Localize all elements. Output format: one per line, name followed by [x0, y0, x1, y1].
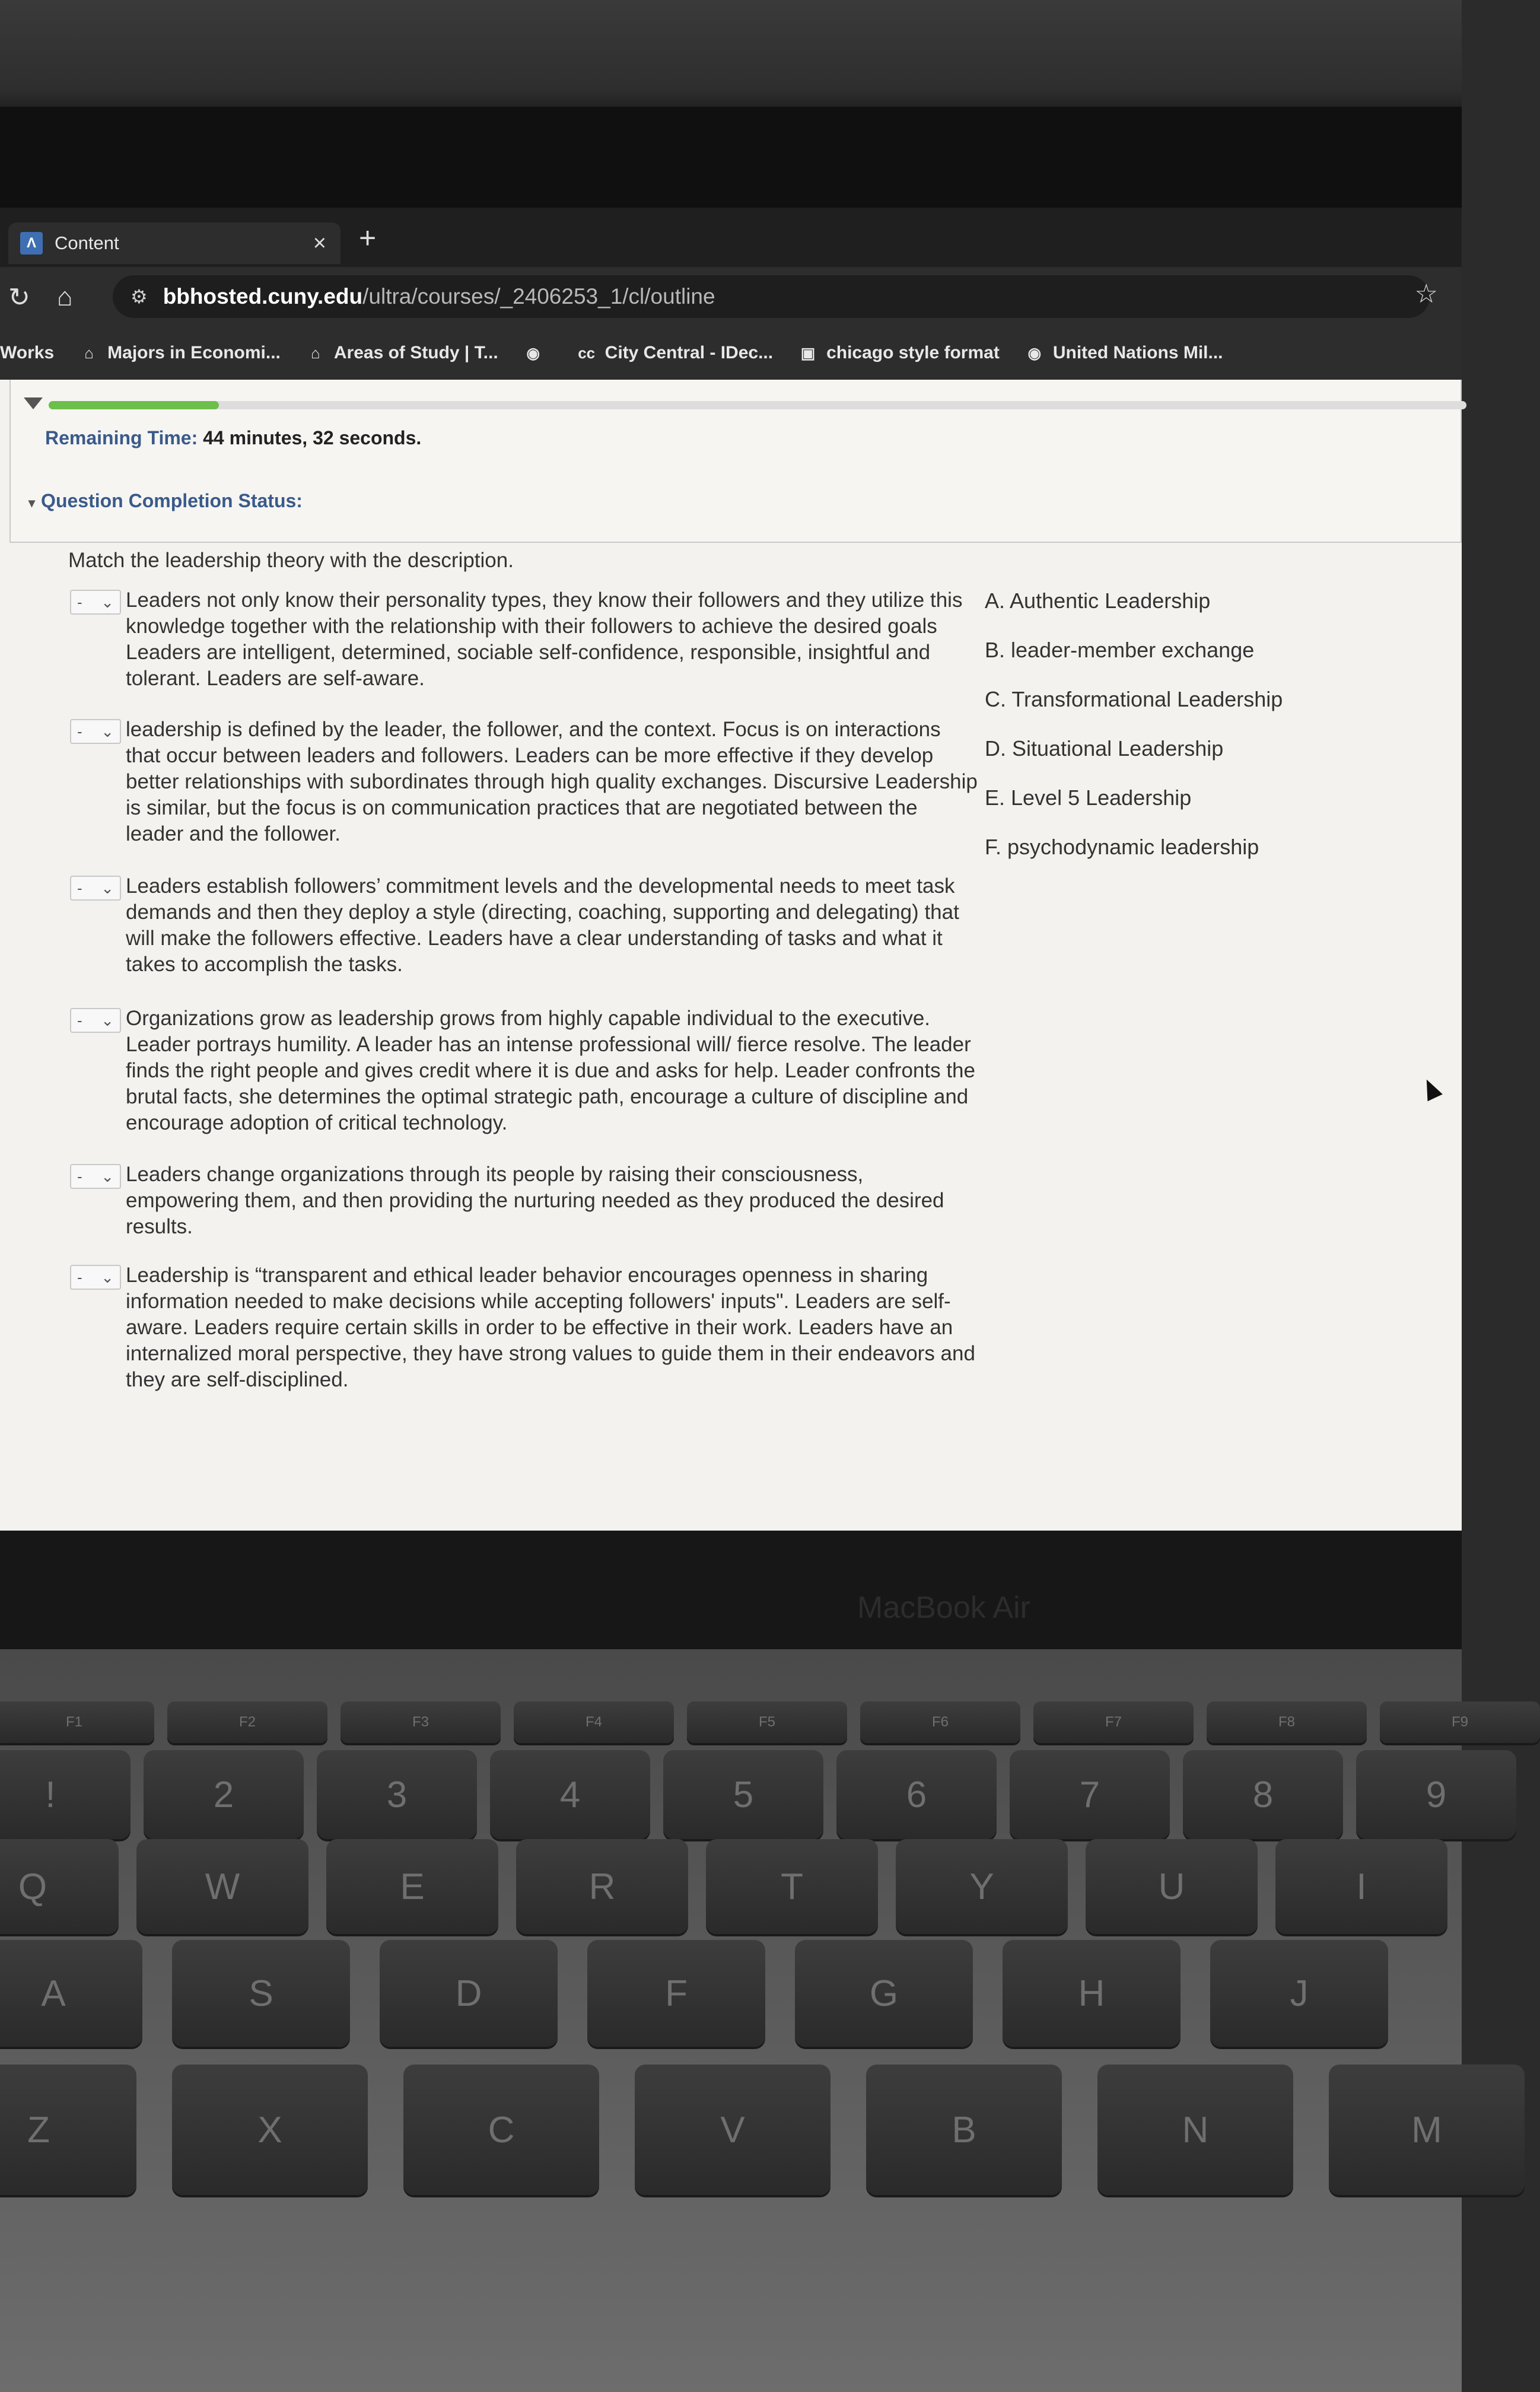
question-completion-label: Question Completion Status: — [41, 490, 303, 511]
blackboard-favicon-icon: Λ — [20, 232, 43, 255]
keyboard-key: Z — [0, 2065, 136, 2195]
prompt-text: Organizations grow as leadership grows from highly capable individual to the executive. Leader portrays humility. A leader has an intense professional will/ fierce resolve. The leader finds the right people and gives credit where it is due and asks for help. Leader confronts the brutal facts, she determines the optimal strategic path, encourage a culture of discipline and encourage adoption of critical technology. — [126, 1007, 975, 1134]
reload-icon[interactable]: ↻ — [8, 283, 30, 312]
keyboard-key: W — [136, 1839, 308, 1934]
keyboard-key: R — [516, 1839, 688, 1934]
question-completion-status[interactable] — [28, 490, 303, 512]
cc-icon: cc — [578, 343, 596, 362]
bookmarks-bar — [0, 326, 1462, 380]
bookmark-label: City Central - IDec... — [604, 343, 774, 362]
answer-select-dropdown[interactable] — [70, 719, 121, 744]
bookmark-star-icon[interactable]: ☆ — [1414, 279, 1438, 308]
selected-value: - — [77, 1011, 82, 1029]
home-icon: ⌂ — [84, 343, 94, 362]
matching-prompt-row — [70, 1006, 978, 1136]
answer-select-dropdown[interactable] — [70, 1164, 121, 1189]
tab-title: Content — [55, 233, 119, 253]
keyboard-key: 7 — [1010, 1750, 1170, 1839]
matching-prompt-row — [70, 1162, 978, 1240]
bookmark-item[interactable] — [577, 343, 773, 363]
selected-value: - — [77, 722, 82, 740]
keyboard-key: V — [635, 2065, 831, 2195]
keyboard-key: N — [1097, 2065, 1293, 2195]
site-settings-icon[interactable]: ⚙ — [131, 286, 148, 307]
keyboard-key: F2 — [167, 1701, 327, 1743]
matching-prompt-row — [70, 873, 978, 978]
matching-prompt-row — [70, 587, 978, 692]
browser-toolbar — [0, 267, 1462, 326]
bookmark-item[interactable] — [523, 343, 552, 363]
keyboard-key: B — [866, 2065, 1062, 2195]
browser-chrome — [0, 208, 1462, 380]
keyboard-key: F5 — [687, 1701, 847, 1743]
keyboard-key: F7 — [1033, 1701, 1194, 1743]
answer-select-dropdown[interactable] — [70, 590, 121, 615]
collapse-triangle-icon[interactable] — [24, 397, 43, 409]
chevron-down-icon: ⌄ — [101, 879, 114, 897]
keyboard-key: 4 — [490, 1750, 650, 1839]
keyboard-key: A — [0, 1940, 142, 2047]
prompt-text: Leaders not only know their personality types, they know their followers and they utilize this knowledge together with the relationship with their followers to achieve the desired goals Leaders are intelligent, determined, sociable self-confidence, responsible, insightful and tolerant. Leaders are self-aware. — [126, 589, 963, 690]
image-icon: ▣ — [800, 343, 816, 362]
time-progress-bar — [49, 401, 1466, 409]
home-icon[interactable]: ⌂ — [57, 282, 73, 311]
globe-icon: ◉ — [526, 343, 540, 362]
keyboard-key: 6 — [836, 1750, 997, 1839]
keyboard-key: 9 — [1356, 1750, 1516, 1839]
keyboard-key: Q — [0, 1839, 119, 1934]
keyboard-key: F3 — [341, 1701, 501, 1743]
bookmark-item[interactable] — [798, 343, 1000, 363]
prompt-text: Leaders establish followers’ commitment levels and the developmental needs to meet task demands and then they deploy a style (directing, coaching, supporting and delegating) that will make the followers effective. Leaders have a clear understanding of tasks and what it takes to accomplish the tasks. — [126, 874, 959, 976]
prompt-text: Leaders change organizations through its people by raising their consciousness, empowering them, and then providing the nurturing needed as they produced the desired results. — [126, 1163, 944, 1238]
keyboard-key: F1 — [0, 1701, 154, 1743]
chevron-down-icon: ⌄ — [101, 1011, 114, 1029]
keyboard-key: F9 — [1380, 1701, 1540, 1743]
keyboard-key: 3 — [317, 1750, 477, 1839]
bookmark-item[interactable] — [79, 343, 281, 363]
selected-value: - — [77, 1268, 82, 1286]
remaining-time-label: Remaining Time: — [45, 427, 198, 448]
keyboard-key: 5 — [663, 1750, 823, 1839]
selected-value: - — [77, 593, 82, 611]
selected-value: - — [77, 879, 82, 897]
keyboard-key: E — [326, 1839, 498, 1934]
answer-option: E. Level 5 Leadership — [985, 785, 1192, 810]
keyboard-key: X — [172, 2065, 368, 2195]
home-icon: ⌂ — [311, 343, 320, 362]
browser-tab[interactable] — [8, 222, 341, 264]
new-tab-button[interactable]: + — [359, 221, 377, 255]
bookmark-label: United Nations Mil... — [1052, 343, 1223, 362]
bookmark-item[interactable] — [1024, 343, 1223, 363]
chevron-down-icon: ⌄ — [101, 1167, 114, 1185]
bookmark-label: Majors in Economi... — [107, 343, 281, 362]
address-bar[interactable] — [113, 275, 1430, 318]
answer-option: C. Transformational Leadership — [985, 687, 1283, 711]
chevron-down-icon: ⌄ — [101, 593, 114, 611]
keyboard-key: C — [403, 2065, 599, 2195]
remaining-time — [45, 427, 421, 449]
selected-value: - — [77, 1167, 82, 1185]
matching-prompt-row — [70, 717, 978, 847]
bookmark-label: chicago style format — [826, 343, 1000, 362]
keyboard-key: Y — [896, 1839, 1068, 1934]
keyboard-key: H — [1003, 1940, 1181, 2047]
prompt-text: Leadership is “transparent and ethical leader behavior encourages openness in sharing information needed to make decisions while accepting followers' inputs". Leaders are self-aware. Leaders require certain skills in order to be effective in their work. Leaders have an internalized moral perspective, they have strong values to guide them in their endeavors and they are self-disciplined. — [126, 1264, 975, 1391]
url-host: bbhosted.cuny.edu — [163, 284, 363, 308]
laptop-keyboard-deck — [0, 1649, 1468, 2392]
test-status-panel — [9, 380, 1462, 543]
test-page — [0, 380, 1462, 1531]
keyboard-key: T — [706, 1839, 878, 1934]
answer-select-dropdown[interactable] — [70, 1265, 121, 1290]
screen-bezel-bottom — [0, 1531, 1462, 1649]
bookmark-label: Areas of Study | T... — [333, 343, 498, 362]
bookmark-item[interactable] — [306, 343, 498, 363]
answer-select-dropdown[interactable] — [70, 1008, 121, 1033]
keyboard-key: U — [1086, 1839, 1258, 1934]
bookmark-item[interactable] — [0, 343, 54, 363]
keyboard-key: G — [795, 1940, 973, 2047]
keyboard-key: S — [172, 1940, 350, 2047]
answer-option: B. leader-member exchange — [985, 638, 1255, 662]
keyboard-key: F4 — [514, 1701, 674, 1743]
time-progress-fill — [49, 401, 219, 409]
answer-option: D. Situational Leadership — [985, 736, 1224, 761]
keyboard-key: F6 — [860, 1701, 1020, 1743]
keyboard-key: ! — [0, 1750, 131, 1839]
question-instruction: Match the leadership theory with the description. — [68, 549, 514, 572]
remaining-time-value: 44 minutes, 32 seconds. — [203, 427, 422, 448]
chevron-down-icon: ▾ — [28, 495, 36, 510]
keyboard-key: I — [1275, 1839, 1447, 1934]
chevron-down-icon: ⌄ — [101, 722, 114, 740]
close-tab-icon[interactable]: × — [313, 231, 326, 256]
keyboard-key: F — [587, 1940, 765, 2047]
url-path: /ultra/courses/_2406253_1/cl/outline — [362, 284, 715, 308]
keyboard-key: M — [1329, 2065, 1525, 2195]
screen-bezel-top — [0, 107, 1462, 208]
keyboard-key: 2 — [144, 1750, 304, 1839]
keyboard-key: 8 — [1183, 1750, 1343, 1839]
keyboard-key: F8 — [1207, 1701, 1367, 1743]
bookmark-label: Works — [0, 343, 55, 362]
keyboard-key: D — [380, 1940, 558, 2047]
laptop-brand-label: MacBook Air — [857, 1591, 1030, 1625]
answer-option: F. psychodynamic leadership — [985, 835, 1259, 859]
matching-prompt-row — [70, 1262, 978, 1393]
answer-option: A. Authentic Leadership — [985, 589, 1211, 613]
globe-icon: ◉ — [1027, 343, 1042, 362]
prompt-text: leadership is defined by the leader, the follower, and the context. Focus is on interactions that occur between leaders and followers. Leaders can be more effective if they develop better relationships with subordinates through high quality exchanges. Discursive Leadership is similar, but the focus is on communication practices that are negotiated between the leader and the follower. — [126, 718, 978, 845]
keyboard-key: J — [1210, 1940, 1388, 2047]
chevron-down-icon: ⌄ — [101, 1268, 114, 1286]
answer-select-dropdown[interactable] — [70, 876, 121, 901]
